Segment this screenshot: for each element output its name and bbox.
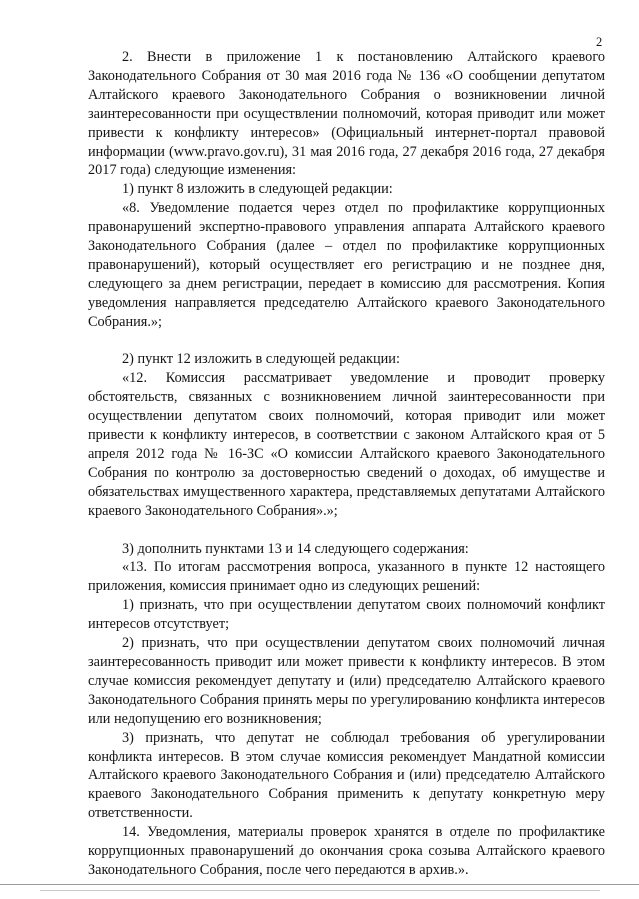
subitem-3-heading: 3) дополнить пунктами 13 и 14 следующего содержания: [122,540,469,557]
clause-13-decision-3: 3) признать, что депутат не соблюдал требования об урегулировании конфликта интересов. В этом случае комиссия рекомендует Мандатной комиссии Алтайского краевого Законодательного Собрания и (или) председателю Алтайского краевого Законодательного Собрания применить к депутату конкретную меру ответственности. [88,729,605,822]
clause-8-text: «8. Уведомление подается через отдел по профилактике коррупционных правонарушений экспертно-правового управления аппарата Алтайского краевого Законодательного Собрания (далее – отдел по профилактике коррупционных правонарушений), который осуществляет его регистрацию и не позднее дня, следующего за днем регистрации, передает в комиссию для рассмотрения. Копия уведомления направляется председателю Алтайского краевого Законодательного Собрания.»; [88,200,605,330]
page-number: 2 [596,35,603,49]
subitem-1-heading: 1) пункт 8 изложить в следующей редакции: [122,181,393,198]
document-body [88,48,605,880]
subitem-2-heading: 2) пункт 12 изложить в следующей редакции: [122,351,400,368]
clause-13-decision-1: 1) признать, что при осуществлении депутатом своих полномочий конфликт интересов отсутствует; [88,597,605,633]
footer-divider-secondary [40,890,600,891]
clause-12-text: «12. Комиссия рассматривает уведомление и проводит проверку обстоятельств, связанных с возникновением личной заинтересованности при осуществлении депутатом своих полномочий, которая приводит или может привести к конфликту интересов, в соответствии с законом Алтайского края от 5 апреля 2012 года № 16-ЗС «О комиссии Алтайского краевого Законодательного Собрания по контролю за достоверностью сведений о доходах, об имуществе и обязательствах имущественного характера, представляемых депутатами Алтайского краевого Законодательного Собрания».»; [88,370,605,519]
clause-13-intro: «13. По итогам рассмотрения вопроса, указанного в пункте 12 настоящего приложения, комиссия принимает одно из следующих решений: [88,559,605,595]
footer-divider [0,884,639,885]
paragraph-item-2: 2. Внести в приложение 1 к постановлению Алтайского краевого Законодательного Собрания от 30 мая 2016 года № 136 «О сообщении депутатом Алтайского краевого Законодательного Собрания о возникновении личной заинтересованности при осуществлении полномочий, которая приводит или может привести к конфликту интересов» (Официальный интернет-портал правовой информации (www.pravo.gov.ru), 31 мая 2016 года, 27 декабря 2016 года, 27 декабря 2017 года) следующие изменения: [88,49,605,179]
clause-13-decision-2: 2) признать, что при осуществлении депутатом своих полномочий личная заинтересованность приводит или может привести к конфликту интересов. В этом случае комиссия рекомендует депутату и (или) председателю Алтайского краевого Законодательного Собрания принять меры по урегулированию конфликта интересов или недопущению его возникновения; [88,635,605,727]
clause-14-text: 14. Уведомления, материалы проверок хранятся в отделе по профилактике коррупционных правонарушений до окончания срока созыва Алтайского краевого Законодательного Собрания, после чего передаются в архив.». [88,824,605,878]
